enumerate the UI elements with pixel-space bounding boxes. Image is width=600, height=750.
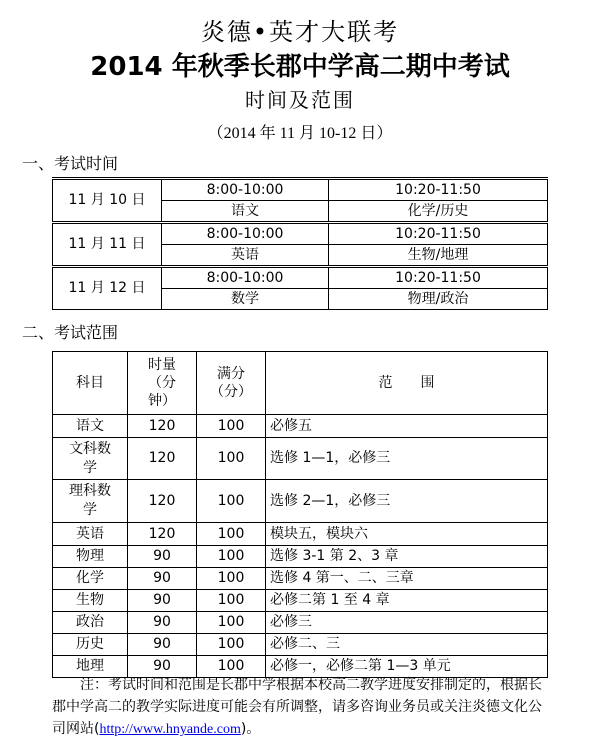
duration-cell: 120 [128,523,197,546]
score-cell: 100 [197,415,266,438]
score-cell: 100 [197,438,266,480]
duration-cell: 90 [128,546,197,568]
exam-date: 11 月 10 日 [53,179,162,223]
time-slot: 10:20-11:50 [329,267,548,289]
duration-cell: 120 [128,480,197,523]
table-row [53,568,548,590]
table-row [53,612,548,634]
subject-cell: 化学 [53,568,128,590]
scope-cell: 必修三 [266,612,548,634]
time-slot: 8:00-10:00 [162,223,329,245]
note-text: 注：考试时间和范围是长郡中学根据本校高二教学进度安排制定的，根据长郡中学高二的教学实际进度可能会有所调整，请多咨询业务员或关注炎德文化公司网站 [52,677,542,737]
exam-subject: 语文 [162,201,329,223]
duration-cell: 90 [128,590,197,612]
table-row [53,438,548,480]
subtitle: 时间及范围 [245,88,355,112]
column-header: 科目 [53,352,128,415]
subject-cell: 语文 [53,415,128,438]
scope-cell: 必修五 [266,415,548,438]
table-row [53,546,548,568]
time-slot: 10:20-11:50 [329,179,548,201]
footnote: 注：考试时间和范围是长郡中学根据本校高二教学进度安排制定的，根据长郡中学高二的教学实际进度可能会有所调整，请多咨询业务员或关注炎德文化公司网站(http://www.hnyande.com)。 [52,677,542,737]
schedule-table [52,177,548,310]
subject-cell: 理科数学 [53,480,128,523]
schedule-heading: 一、考试时间 [22,154,119,173]
duration-cell: 90 [128,634,197,656]
subject-cell: 生物 [53,590,128,612]
exam-subject: 数学 [162,289,329,310]
page-title: 2014 年秋季长郡中学高二期中考试 [90,52,510,82]
subject-cell: 文科数学 [53,438,128,480]
table-row [53,480,548,523]
subject-cell: 历史 [53,634,128,656]
score-cell: 100 [197,480,266,523]
table-row [53,523,548,546]
score-cell: 100 [197,634,266,656]
schedule-row [53,267,548,289]
note-tail: )。 [240,721,261,737]
scope-header-row [53,352,548,415]
scope-cell: 必修一，必修二第 1—3 单元 [266,656,548,678]
table-row [53,415,548,438]
duration-cell: 90 [128,612,197,634]
scope-cell: 选修 3-1 第 2、3 章 [266,546,548,568]
org-title: 炎德•英才大联考 [200,18,400,46]
exam-date: 11 月 11 日 [53,223,162,267]
duration-cell: 90 [128,568,197,590]
score-cell: 100 [197,523,266,546]
time-slot: 10:20-11:50 [329,223,548,245]
subject-cell: 地理 [53,656,128,678]
table-row [53,634,548,656]
scope-cell: 选修 4 第一、二、三章 [266,568,548,590]
duration-cell: 120 [128,415,197,438]
scope-table [52,351,548,678]
subject-cell: 英语 [53,523,128,546]
duration-cell: 90 [128,656,197,678]
time-slot: 8:00-10:00 [162,179,329,201]
schedule-row [53,223,548,245]
column-header: 时量（分钟） [128,352,197,415]
score-cell: 100 [197,612,266,634]
table-row [53,590,548,612]
time-slot: 8:00-10:00 [162,267,329,289]
score-cell: 100 [197,590,266,612]
exam-subject: 生物/地理 [329,245,548,267]
scope-cell: 必修二第 1 至 4 章 [266,590,548,612]
column-header: 范 围 [266,352,548,415]
exam-subject: 英语 [162,245,329,267]
duration-cell: 120 [128,438,197,480]
scope-cell: 模块五，模块六 [266,523,548,546]
scope-cell: 选修 2—1，必修三 [266,480,548,523]
subject-cell: 政治 [53,612,128,634]
website-link[interactable]: http://www.hnyande.com [99,722,241,737]
date-range: （2014 年 11 月 10-12 日） [207,125,393,142]
schedule-row [53,179,548,201]
exam-date: 11 月 12 日 [53,267,162,310]
score-cell: 100 [197,546,266,568]
scope-cell: 选修 1—1，必修三 [266,438,548,480]
exam-subject: 化学/历史 [329,201,548,223]
scope-cell: 必修二、三 [266,634,548,656]
scope-heading: 二、考试范围 [22,323,119,342]
column-header: 满分（分） [197,352,266,415]
score-cell: 100 [197,568,266,590]
subject-cell: 物理 [53,546,128,568]
exam-subject: 物理/政治 [329,289,548,310]
score-cell: 100 [197,656,266,678]
